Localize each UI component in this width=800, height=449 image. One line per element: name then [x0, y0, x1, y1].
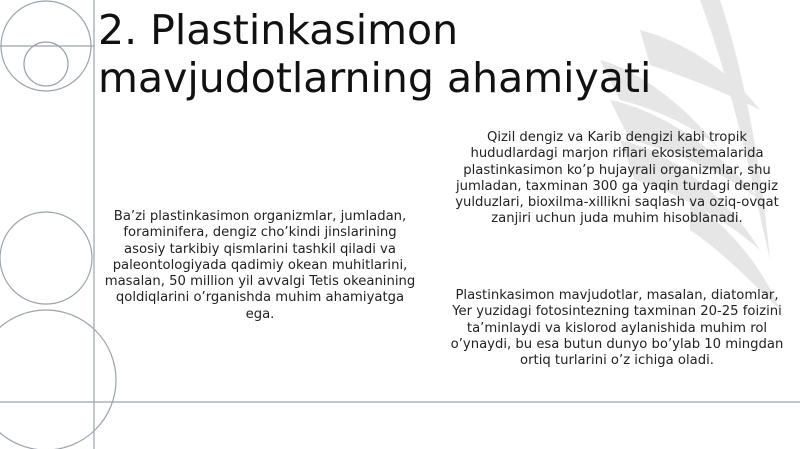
circle-outline-small — [24, 42, 68, 86]
arc-outline-bottom — [0, 310, 116, 449]
paragraph-right-top: Qizil dengiz va Karib dengizi kabi tropik hududlardagi marjon riflari ekosistemalarida plastinkasimon ko’p hujayrali organizmlar, shu jumladan, taxminan 300 ga yaqin turdagi dengiz yulduzlari, bioxilma-xillikni saqlash va oziq-ovqat zanjiri uchun juda muhim hisoblanadi. — [455, 130, 779, 227]
circle-outline-lower — [0, 212, 92, 304]
paragraph-right-bottom: Plastinkasimon mavjudotlar, masalan, diatomlar, Yer yuzidagi fotosintezning taxminan 20-25 foizini ta’minlaydi va kislorod aylanishida muhim rol o’ynaydi, bu esa butun dunyo bo’ylab 10 mingdan ortiq turlarini o’z ichiga oladi. — [450, 288, 784, 369]
slide-title: 2. Plastinkasimon mavjudotlarning ahamiyati — [98, 6, 652, 102]
paragraph-left: Ba’zi plastinkasimon organizmlar, jumladan, foraminifera, dengiz cho’kindi jinslarining asosiy tarkibiy qismlarini tashkil qiladi va paleontologiyada qadimiy okean muhitlarini, masalan, 50 million yil avvalgi Tetis okeanining qoldiqlarini o’rganishda muhim ahamiyatga ega. — [104, 209, 416, 322]
